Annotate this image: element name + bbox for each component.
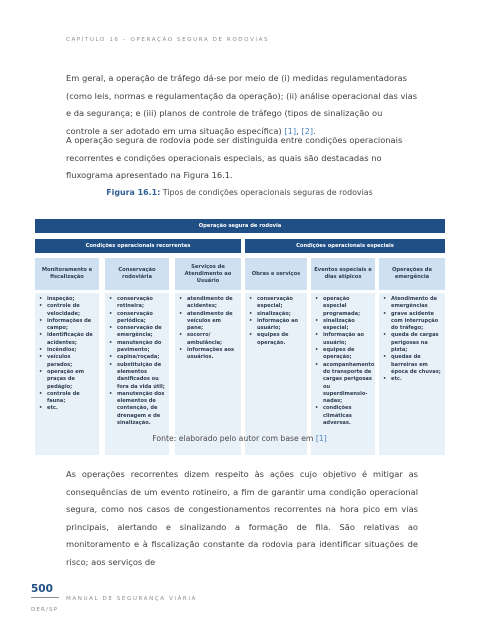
list-item: • sinalização; [248,311,304,318]
list-item: • socorro/ ambulância; [178,332,238,347]
column-body-special-events [311,293,375,455]
list-item: • informações aos usuários. [178,347,238,362]
column-header-emergency: Operações de emergência [379,258,445,290]
list-item: • etc. [38,405,96,412]
list-item: • condições climáticas adversas. [314,405,372,427]
flowchart-root: Operação segura de rodovia [35,219,445,233]
figure-title: Tipos de condições operacionais seguras de rodovias [160,188,373,197]
list-item: • equipes de operação; [314,347,372,362]
column-header-special-events: Eventos especiais e dias atípicos [311,258,375,290]
list-item: • conservação rotineira; [108,296,166,311]
item-list [38,296,96,413]
column-body-works [245,293,307,455]
footer-divider [31,597,59,598]
list-item: • queda de cargas perigosas na pista; [382,332,442,354]
list-item: • acompanhamento do transporte de cargas perigosas ou superdimensio-nadas; [314,362,372,406]
list-item: • atendimento de veículos em pane; [178,311,238,333]
list-item: • manutenção do pavimento; [108,340,166,355]
list-item: • informação ao usuário; [314,332,372,347]
figure-source [0,434,479,443]
item-list [108,296,166,427]
source-text: Fonte: elaborado pelo autor com base em [152,434,316,443]
list-item: • etc. [382,376,442,383]
column-header-conservation: Conservação rodoviária [105,258,169,290]
column-body-user-service [175,293,241,455]
list-item: • informações de campo; [38,318,96,333]
list-item: • operação em praças de pedágio; [38,369,96,391]
paragraph-operation-means [66,70,418,140]
footer-title: MANUAL DE SEGURANÇA VIÁRIA [66,596,197,602]
citation-link[interactable]: [2] [301,125,314,136]
column-header-monitoring: Monitoramento e fiscalização [35,258,99,290]
list-item: • sinalização especial; [314,318,372,333]
column-body-conservation [105,293,169,455]
list-item: • identificação de acidentes; [38,332,96,347]
list-item: • quedas de barreiras em época de chuvas; [382,354,442,376]
item-list [178,296,238,362]
list-item: • conservação especial; [248,296,304,311]
citation-separator: , [296,125,302,136]
list-item: • Atendimento de emergências [382,296,442,311]
list-item: • grave acidente com interrupção do tráfego; [382,311,442,333]
column-body-monitoring [35,293,99,455]
category-recurrent: Condições operacionais recorrentes [35,239,241,253]
column-header-works: Obras e serviços [245,258,307,290]
list-item: • inspeção; [38,296,96,303]
list-item: • manutenção dos elementos de contenção, de drenagem e de sinalização. [108,391,166,427]
citation-link[interactable]: [1] [315,434,327,443]
paragraph-text: Em geral, a operação de tráfego dá-se por meio de (i) medidas regulamentadoras (como leis, normas e regulamentação da operação); (ii) análise operacional das vias e da segurança; e (iii) planos de controle de tráfego (tipos de sinalização ou controle a ser adotado em uma situação específica) [66,73,418,136]
citation-link[interactable]: [1] [284,125,297,136]
paragraph-recurrent-operations: As operações recorrentes dizem respeito às ações cujo objetivo é mitigar as consequências de um evento rotineiro, a fim de garantir uma condição operacional segura, como nos casos de congestionamentos recorrentes na hora pico em vias principais, alertando e sinalizando a formação de fila. São relativas ao monitoramento e à fiscalização constante da rodovia para identificar situações de risco; aos serviços de [66,469,418,567]
list-item: • incêndios; [38,347,96,354]
list-item: • conservação de emergência; [108,325,166,340]
list-item: • controle de velocidade; [38,303,96,318]
list-item: • operação especial programada; [314,296,372,318]
list-item: • controle de fauna; [38,391,96,406]
category-special: Condições operacionais especiais [245,239,445,253]
chapter-header: CAPÍTULO 16 – OPERAÇÃO SEGURA DE RODOVIAS [66,37,270,43]
item-list [382,296,442,384]
page-number: 500 [31,583,53,595]
column-header-user-service: Serviços de Atendimento ao Usuário [175,258,241,290]
list-item: • capina/roçada; [108,354,166,361]
list-item: • conservação periódica; [108,311,166,326]
item-list [314,296,375,427]
list-item: • atendimento de acidentes; [178,296,238,311]
footer-org: DER/SP [31,607,59,613]
list-item: • substituição de elementos danificados ou fora da vida útil; [108,362,166,391]
figure-caption [0,188,479,197]
list-item: • equipes de operação. [248,332,304,347]
list-item: • veículos parados; [38,354,96,369]
column-body-emergency [379,293,445,455]
paragraph-end: . [313,125,316,136]
item-list [248,296,304,347]
list-item: • informação ao usuário; [248,318,304,333]
figure-label: Figura 16.1: [106,188,161,197]
paragraph-conditions: A operação segura de rodovia pode ser distinguida entre condições operacionais recorrentes e condições operacionais especiais, as quais são destacadas no fluxograma apresentado na Figura 16.1. [66,135,403,181]
